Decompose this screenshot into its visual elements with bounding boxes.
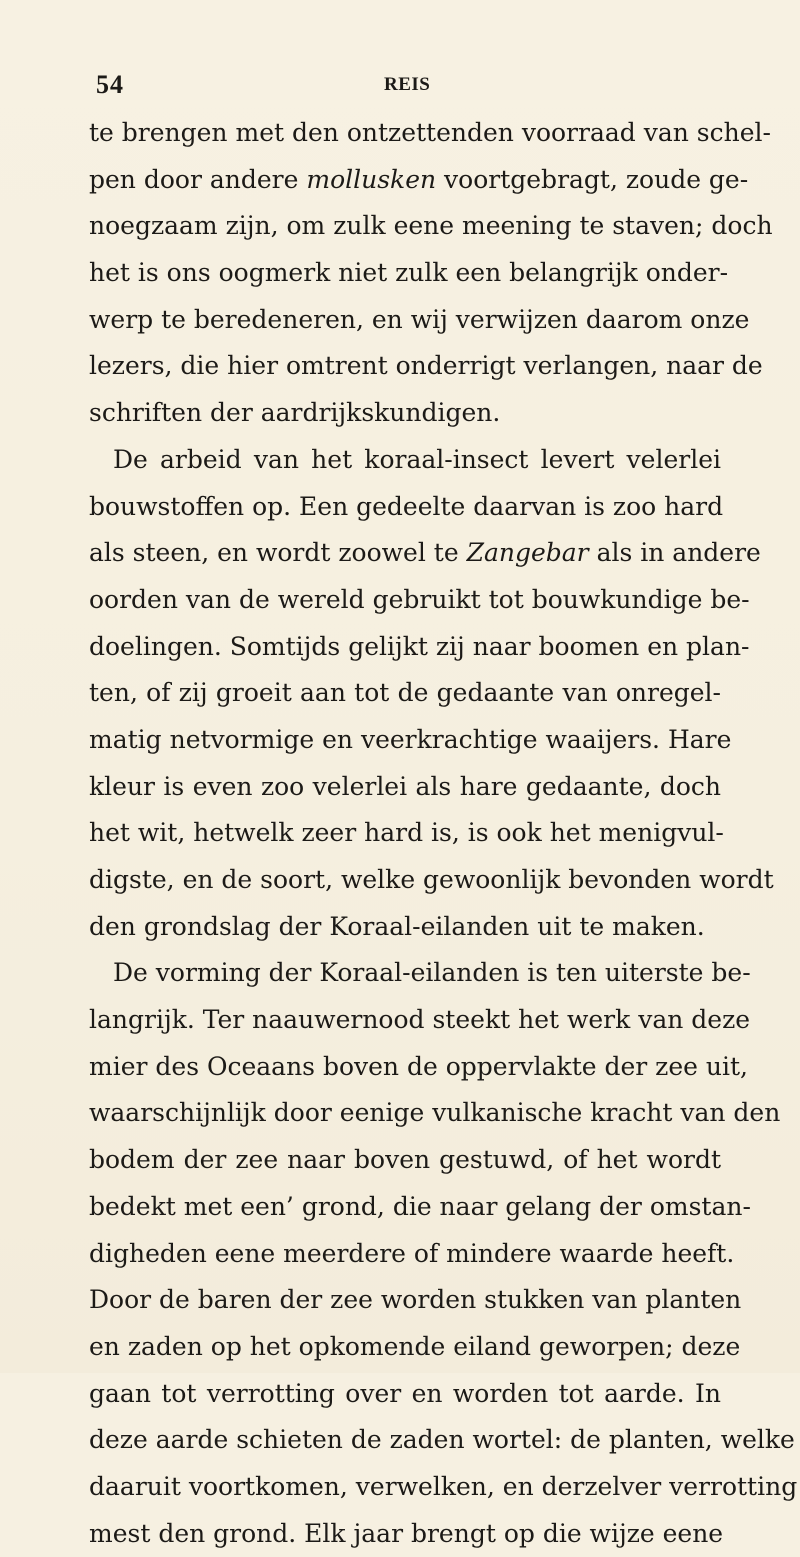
body-text <box>89 110 798 1557</box>
text-line: noegzaam zijn, om zulk eene meening te staven; doch <box>89 211 773 241</box>
text-line: digste, en de soort, welke gewoonlijk bevonden wordt <box>89 865 774 894</box>
text-line: schriften der aardrijkskundigen. <box>89 398 501 428</box>
text-line: het is ons oogmerk niet zulk een belangrijk onder- <box>89 258 729 288</box>
text-line: doelingen. Somtijds gelijkt zij naar boomen en plan- <box>89 631 750 661</box>
text-line: lezers, die hier omtrent onderrigt verlangen, naar de <box>89 351 763 381</box>
text-line: ten, of zij groeit aan tot de gedaante van onregel- <box>89 678 721 708</box>
text-line: deze aarde schieten de zaden wortel: de planten, welke <box>89 1425 795 1455</box>
text-line: digheden eene meerdere of mindere waarde heeft. <box>89 1238 735 1268</box>
running-title: REIS <box>384 74 431 95</box>
text-line: en zaden op het opkomende eiland geworpen; deze <box>89 1331 741 1361</box>
text-line: gaan tot verrotting over en worden tot aarde. In <box>89 1378 721 1408</box>
text-line: bedekt met een’ grond, die naar gelang der omstan- <box>89 1191 751 1221</box>
text-line: waarschijnlijk door eenige vulkanische kracht van den <box>89 1098 781 1128</box>
text-line: den grondslag der Koraal-eilanden uit te maken. <box>89 911 705 941</box>
text-line: bouwstoffen op. Een gedeelte daarvan is zoo hard <box>89 491 724 521</box>
page-number: 54 <box>96 70 124 99</box>
text-line: het wit, hetwelk zeer hard is, is ook het menigvul- <box>89 818 724 848</box>
text-line: mier des Oceaans boven de oppervlakte der zee uit, <box>89 1051 748 1081</box>
text-line: als steen, en wordt zoowel te Zangebar als in andere <box>89 538 761 568</box>
paragraph-start-line: De vorming der Koraal-eilanden is ten uiterste be- <box>113 958 751 988</box>
text-line: bodem der zee naar boven gestuwd, of het wordt <box>89 1145 721 1175</box>
italic-term: mollusken <box>306 164 437 194</box>
text-line: werp te beredeneren, en wij verwijzen daarom onze <box>89 304 750 334</box>
text-line: daaruit voortkomen, verwelken, en derzelver verrotting <box>89 1471 798 1501</box>
text-line: langrijk. Ter naauwernood steekt het werk van deze <box>89 1005 751 1035</box>
text-line: te brengen met den ontzettenden voorraad van schel- <box>89 118 771 147</box>
italic-term: Zangebar <box>466 538 589 568</box>
text-line: matig netvormige en veerkrachtige waaijers. Hare <box>89 724 732 754</box>
paragraph-start-line: De arbeid van het koraal-insect levert velerlei <box>113 444 721 474</box>
text-line: kleur is even zoo velerlei als hare gedaante, doch <box>89 771 721 801</box>
text-line: pen door andere mollusken voortgebragt, zoude ge- <box>89 164 749 194</box>
page-header <box>96 62 716 102</box>
text-line: mest den grond. Elk jaar brengt op die wijze eene <box>89 1518 724 1548</box>
text-line: oorden van de wereld gebruikt tot bouwkundige be- <box>89 584 750 614</box>
text-line: Door de baren der zee worden stukken van planten <box>89 1285 742 1315</box>
